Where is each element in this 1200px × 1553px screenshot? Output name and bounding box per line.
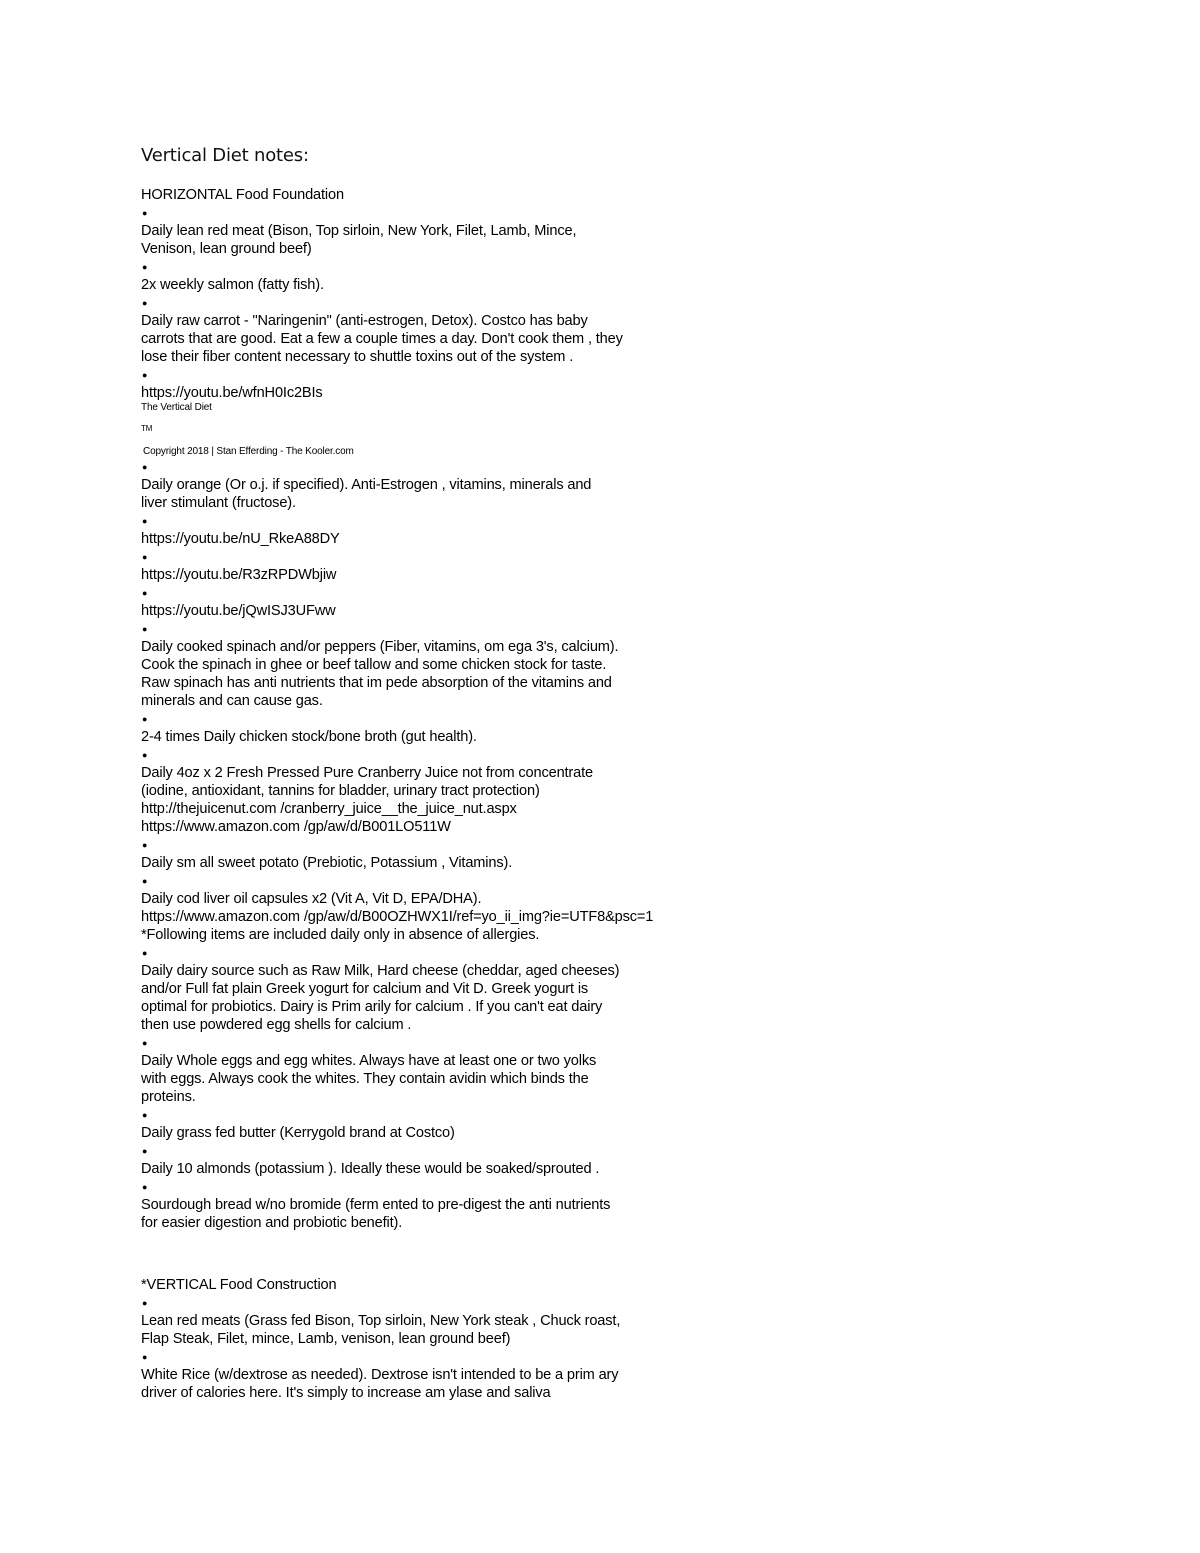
list-item	[141, 366, 1121, 458]
list-item	[141, 872, 1121, 944]
list-item	[141, 584, 1121, 620]
bullet-icon: ●	[142, 750, 148, 760]
page-footer	[141, 402, 1121, 458]
bullet-icon: ●	[142, 262, 148, 272]
item-text: Daily dairy source such as Raw Milk, Hard cheese (cheddar, aged cheeses)	[141, 963, 620, 979]
item-text: with eggs. Always cook the whites. They contain avidin which binds the	[141, 1071, 589, 1087]
item-text: for easier digestion and probiotic benefit).	[141, 1215, 403, 1231]
item-text: 2-4 times Daily chicken stock/bone broth (gut health).	[141, 729, 477, 745]
item-text: Daily cooked spinach and/or peppers (Fiber, vitamins, om ega 3's, calcium).	[141, 639, 619, 655]
item-text: and/or Full fat plain Greek yogurt for calcium and Vit D. Greek yogurt is	[141, 981, 589, 997]
list-item	[141, 746, 1121, 836]
item-text: then use powdered egg shells for calcium .	[141, 1017, 412, 1033]
item-text: Sourdough bread w/no bromide (ferm ented to pre-digest the anti nutrients	[141, 1197, 611, 1213]
bullet-icon: ●	[142, 208, 148, 218]
list-item	[141, 1142, 1121, 1178]
item-text: Daily cod liver oil capsules x2 (Vit A, Vit D, EPA/DHA).	[141, 891, 482, 907]
vertical-heading: *VERTICAL Food Construction	[141, 1277, 337, 1293]
item-link[interactable]: http://thejuicenut.com /cranberry_juice__the_juice_nut.aspx	[141, 801, 517, 817]
item-link[interactable]: https://youtu.be/nU_RkeA88DY	[141, 531, 340, 547]
trademark-mark: TM	[141, 424, 153, 433]
bullet-icon: ●	[142, 840, 148, 850]
bullet-icon: ●	[142, 624, 148, 634]
bullet-icon: ●	[142, 298, 148, 308]
list-item	[141, 1178, 1121, 1232]
bullet-icon: ●	[142, 876, 148, 886]
item-text: Daily orange (Or o.j. if specified). Anti-Estrogen , vitamins, minerals and	[141, 477, 592, 493]
item-text: (iodine, antioxidant, tannins for bladder, urinary tract protection)	[141, 783, 540, 799]
bullet-icon: ●	[142, 516, 148, 526]
list-item	[141, 204, 1121, 258]
item-text: Lean red meats (Grass fed Bison, Top sirloin, New York steak , Chuck roast,	[141, 1313, 621, 1329]
item-text: Cook the spinach in ghee or beef tallow and some chicken stock for taste.	[141, 657, 607, 673]
list-item	[141, 458, 1121, 512]
item-text: Raw spinach has anti nutrients that im pede absorption of the vitamins and	[141, 675, 612, 691]
bullet-icon: ●	[142, 1146, 148, 1156]
list-item	[141, 1034, 1121, 1106]
bullet-icon: ●	[142, 948, 148, 958]
list-item	[141, 512, 1121, 548]
item-text: Daily 10 almonds (potassium ). Ideally these would be soaked/sprouted .	[141, 1161, 600, 1177]
list-item	[141, 258, 1121, 294]
bullet-icon: ●	[142, 1182, 148, 1192]
list-item	[141, 620, 1121, 710]
item-text: 2x weekly salmon (fatty fish).	[141, 277, 324, 293]
bullet-icon: ●	[142, 552, 148, 562]
item-text: Daily grass fed butter (Kerrygold brand at Costco)	[141, 1125, 455, 1141]
item-link[interactable]: https://youtu.be/R3zRPDWbjiw	[141, 567, 337, 583]
item-link[interactable]: https://youtu.be/wfnH0Ic2BIs	[141, 385, 323, 401]
list-item	[141, 1348, 1121, 1402]
footer-copyright: Copyright 2018 | Stan Efferding - The Kooler.com	[143, 446, 354, 457]
item-text: optimal for probiotics. Dairy is Prim arily for calcium . If you can't eat dairy	[141, 999, 603, 1015]
item-text: Daily sm all sweet potato (Prebiotic, Potassium , Vitamins).	[141, 855, 513, 871]
item-text: carrots that are good. Eat a few a couple times a day. Don't cook them , they	[141, 331, 623, 347]
section-spacer	[141, 1232, 1121, 1276]
item-text: Daily Whole eggs and egg whites. Always have at least one or two yolks	[141, 1053, 597, 1069]
bullet-icon: ●	[142, 462, 148, 472]
item-text: minerals and can cause gas.	[141, 693, 323, 709]
list-item	[141, 1106, 1121, 1142]
item-text: *Following items are included daily only in absence of allergies.	[141, 927, 540, 943]
item-text: Daily lean red meat (Bison, Top sirloin, New York, Filet, Lamb, Mince,	[141, 223, 577, 239]
item-text: Flap Steak, Filet, mince, Lamb, venison, lean ground beef)	[141, 1331, 511, 1347]
bullet-icon: ●	[142, 714, 148, 724]
document-body	[141, 186, 1121, 1402]
vertical-list	[141, 1294, 1121, 1402]
document-title: Vertical Diet notes:	[141, 145, 309, 166]
bullet-icon: ●	[142, 1038, 148, 1048]
item-text: proteins.	[141, 1089, 196, 1105]
list-item	[141, 294, 1121, 366]
footer-title: The Vertical Diet	[141, 402, 212, 413]
item-text: Daily raw carrot - "Naringenin" (anti-estrogen, Detox). Costco has baby	[141, 313, 588, 329]
bullet-icon: ●	[142, 1352, 148, 1362]
item-text: driver of calories here. It's simply to increase am ylase and saliva	[141, 1385, 551, 1401]
list-item	[141, 1294, 1121, 1348]
bullet-icon: ●	[142, 588, 148, 598]
horizontal-list	[141, 204, 1121, 1232]
item-text: White Rice (w/dextrose as needed). Dextrose isn't intended to be a prim ary	[141, 1367, 619, 1383]
list-item	[141, 710, 1121, 746]
bullet-icon: ●	[142, 1298, 148, 1308]
item-text: lose their fiber content necessary to shuttle toxins out of the system .	[141, 349, 574, 365]
item-text: Venison, lean ground beef)	[141, 241, 312, 257]
horizontal-heading: HORIZONTAL Food Foundation	[141, 187, 344, 203]
list-item	[141, 836, 1121, 872]
list-item	[141, 944, 1121, 1034]
item-link[interactable]: https://youtu.be/jQwISJ3UFww	[141, 603, 336, 619]
bullet-icon: ●	[142, 1110, 148, 1120]
list-item	[141, 548, 1121, 584]
item-text: liver stimulant (fructose).	[141, 495, 296, 511]
item-link[interactable]: https://www.amazon.com /gp/aw/d/B001LO511W	[141, 819, 451, 835]
bullet-icon: ●	[142, 370, 148, 380]
item-link[interactable]: https://www.amazon.com /gp/aw/d/B00OZHWX1I/ref=yo_ii_img?ie=UTF8&psc=1	[141, 909, 654, 925]
item-text: Daily 4oz x 2 Fresh Pressed Pure Cranberry Juice not from concentrate	[141, 765, 593, 781]
